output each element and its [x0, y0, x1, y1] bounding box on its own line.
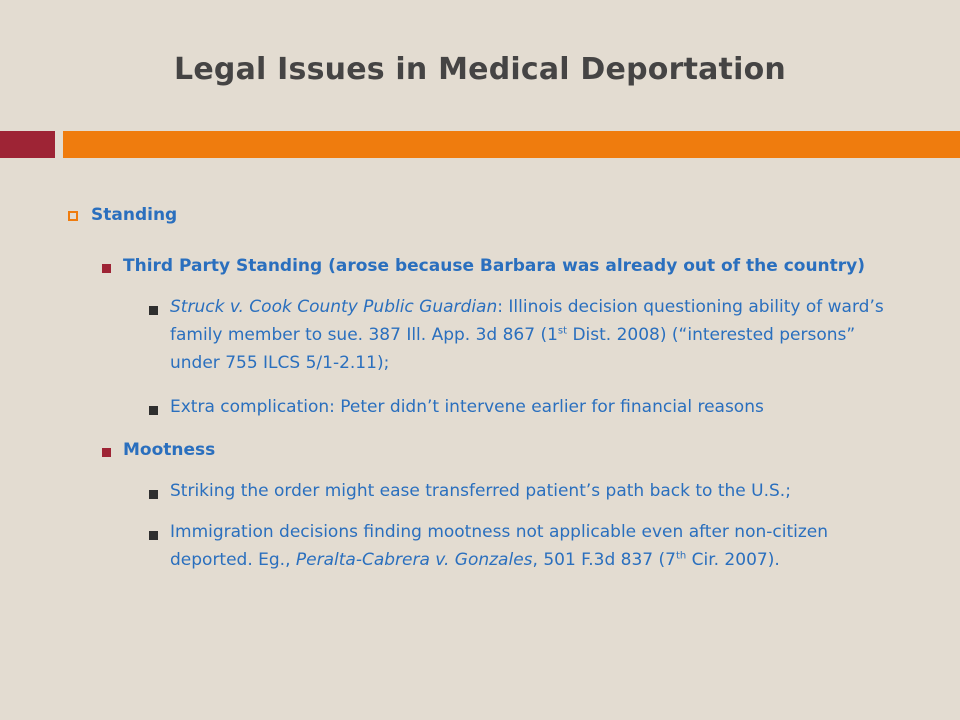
bullet-immigration-decisions: [149, 523, 909, 574]
bullet-mootness-text: Mootness: [123, 440, 216, 460]
square-bullet-icon: [102, 264, 111, 273]
bullet-struck-case: [149, 298, 909, 377]
bullet-standing-text: Standing: [91, 205, 178, 225]
square-bullet-icon: [102, 448, 111, 457]
title-accent-bar-red: [0, 131, 55, 158]
case-name-struck: Struck v. Cook County Public Guardian: [170, 297, 498, 317]
hollow-square-bullet-icon: [68, 211, 78, 221]
square-bullet-icon: [149, 531, 158, 540]
square-bullet-icon: [149, 306, 158, 315]
bullet-third-party-standing: [102, 257, 902, 280]
bullet-striking-order: [149, 482, 909, 505]
bullet-standing: [68, 206, 177, 229]
struck-superscript: st: [557, 325, 568, 337]
bullet-extra-text: Extra complication: Peter didn’t intervene earlier for financial reasons: [170, 397, 764, 417]
immigration-superscript: th: [675, 550, 687, 562]
immigration-text-part-c: Cir. 2007).: [686, 550, 780, 570]
immigration-text-part-a: Immigration decisions finding mootness not applicable even after non-citizen deported. Eg.,: [170, 522, 829, 570]
bullet-third-party-text: Third Party Standing (arose because Barbara was already out of the country): [123, 256, 866, 276]
bullet-struck-text: [170, 293, 909, 377]
title-accent-bar-orange: [63, 131, 960, 158]
square-bullet-icon: [149, 406, 158, 415]
bullet-striking-text: Striking the order might ease transferred patient’s path back to the U.S.;: [170, 481, 791, 501]
bullet-extra-complication: [149, 398, 909, 421]
bullet-immigration-text: [170, 518, 909, 574]
slide-title: Legal Issues in Medical Deportation: [174, 52, 786, 87]
square-bullet-icon: [149, 490, 158, 499]
struck-text-part-a: : Illinois decision questioning ability of ward’s family member to sue. 387 Ill. App. 3d 867 (1: [170, 297, 884, 345]
immigration-text-part-b: , 501 F.3d 837 (7: [532, 550, 676, 570]
struck-text-part-b: Dist. 2008) (“interested persons” under 755 ILCS 5/1-2.11);: [170, 325, 856, 373]
bullet-mootness: [102, 441, 902, 464]
case-name-peralta: Peralta-Cabrera v. Gonzales: [295, 550, 533, 570]
